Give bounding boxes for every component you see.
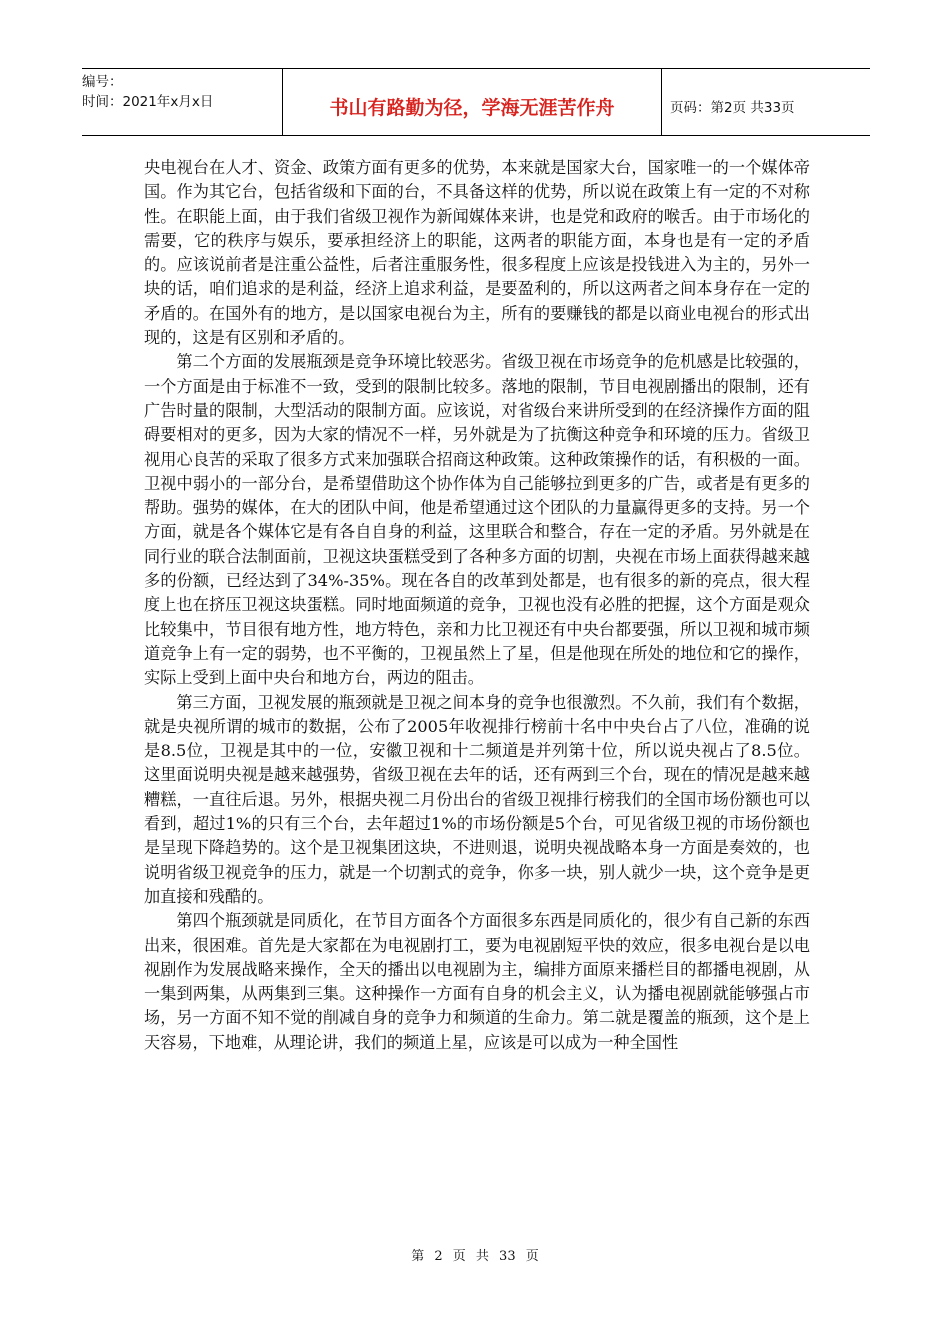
document-body (144, 156, 810, 1055)
header-page-info: 页码：第2页 共33页 (670, 100, 795, 116)
page-header (82, 68, 870, 136)
header-motto: 书山有路勤为径，学海无涯苦作舟 (283, 69, 662, 135)
document-number-label: 编号： (82, 74, 123, 90)
paragraph-1: 央电视台在人才、资金、政策方面有更多的优势，本来就是国家大台，国家唯一的一个媒体帝国。作为其它台，包括省级和下面的台，不具备这样的优势，所以说在政策上有一定的不对称性。在职能上面，由于我们省级卫视作为新闻媒体来讲，也是党和政府的喉舌。由于市场化的需要，它的秩序与娱乐，要承担经济上的职能，这两者的职能方面，本身也是有一定的矛盾的。应该说前者是注重公益性，后者注重服务性，很多程度上应该是投钱进入为主的，另外一块的话，咱们追求的是利益，经济上追求利益，是要盈利的，所以这两者之间本身存在一定的矛盾的。在国外有的地方，是以国家电视台为主，所有的要赚钱的都是以商业电视台的形式出现的，这是有区别和矛盾的。 (144, 158, 810, 348)
paragraph-4: 第四个瓶颈就是同质化，在节目方面各个方面很多东西是同质化的，很少有自己新的东西出来，很困难。首先是大家都在为电视剧打工，要为电视剧短平快的效应，很多电视台是以电视剧作为发展战略来操作，全天的播出以电视剧为主，编排方面原来播栏目的都播电视剧，从一集到两集，从两集到三集。这种操作一方面有自身的机会主义，认为播电视剧就能够强占市场，另一方面不知不觉的削减自身的竞争力和频道的生命力。第二就是覆盖的瓶颈，这个是上天容易，下地难，从理论讲，我们的频道上星，应该是可以成为一种全国性 (144, 911, 810, 1052)
paragraph-3: 第三方面，卫视发展的瓶颈就是卫视之间本身的竞争也很激烈。不久前，我们有个数据，就是央视所谓的城市的数据，公布了2005年收视排行榜前十名中中央台占了八位，准确的说是8.5位，卫视是其中的一位，安徽卫视和十二频道是并列第十位，所以说央视占了8.5位。这里面说明央视是越来越强势，省级卫视在去年的话，还有两到三个台，现在的情况是越来越糟糕，一直往后退。另外，根据央视二月份出台的省级卫视排行榜我们的全国市场份额也可以看到，超过1%的只有三个台，去年超过1%的市场份额是5个台，可见省级卫视的市场份额也是呈现下降趋势的。这个是卫视集团这块，不进则退，说明央视战略本身一方面是奏效的，也说明省级卫视竞争的压力，就是一个切割式的竞争，你多一块，别人就少一块，这个竞争是更加直接和残酷的。 (144, 692, 810, 906)
page-footer: 第 2 页 共 33 页 (411, 1249, 539, 1264)
document-date-label: 时间：2021年x月x日 (82, 94, 214, 110)
header-meta (82, 69, 283, 135)
paragraph-2: 第二个方面的发展瓶颈是竞争环境比较恶劣。省级卫视在市场竞争的危机感是比较强的，一个方面是由于标准不一致，受到的限制比较多。落地的限制，节目电视剧播出的限制，还有广告时量的限制，大型活动的限制方面。应该说，对省级台来讲所受到的在经济操作方面的阻碍要相对的更多，因为大家的情况不一样，另外就是为了抗衡这种竞争和环境的压力。省级卫视用心良苦的采取了很多方式来加强联合招商这种政策。这种政策操作的话，有积极的一面。卫视中弱小的一部分台，是希望借助这个协作体为自己能够拉到更多的广告，或者是有更多的帮助。强势的媒体，在大的团队中间，他是希望通过这个团队的力量赢得更多的支持。另一个方面，就是各个媒体它是有各自自身的利益，这里联合和整合，存在一定的矛盾。另外就是在同行业的联合法制面前，卫视这块蛋糕受到了各种多方面的切割，央视在市场上面获得越来越多的份额，已经达到了34%-35%。现在各自的改革到处都是，也有很多的新的亮点，很大程度上也在挤压卫视这块蛋糕。同时地面频道的竞争，卫视也没有必胜的把握，这个方面是观众比较集中，节目很有地方性，地方特色，亲和力比卫视还有中央台都要强，所以卫视和城市频道竞争上有一定的弱势，也不平衡的，卫视虽然上了星，但是他现在所处的地位和它的操作，实际上受到上面中央台和地方台，两边的阻击。 (144, 352, 810, 688)
